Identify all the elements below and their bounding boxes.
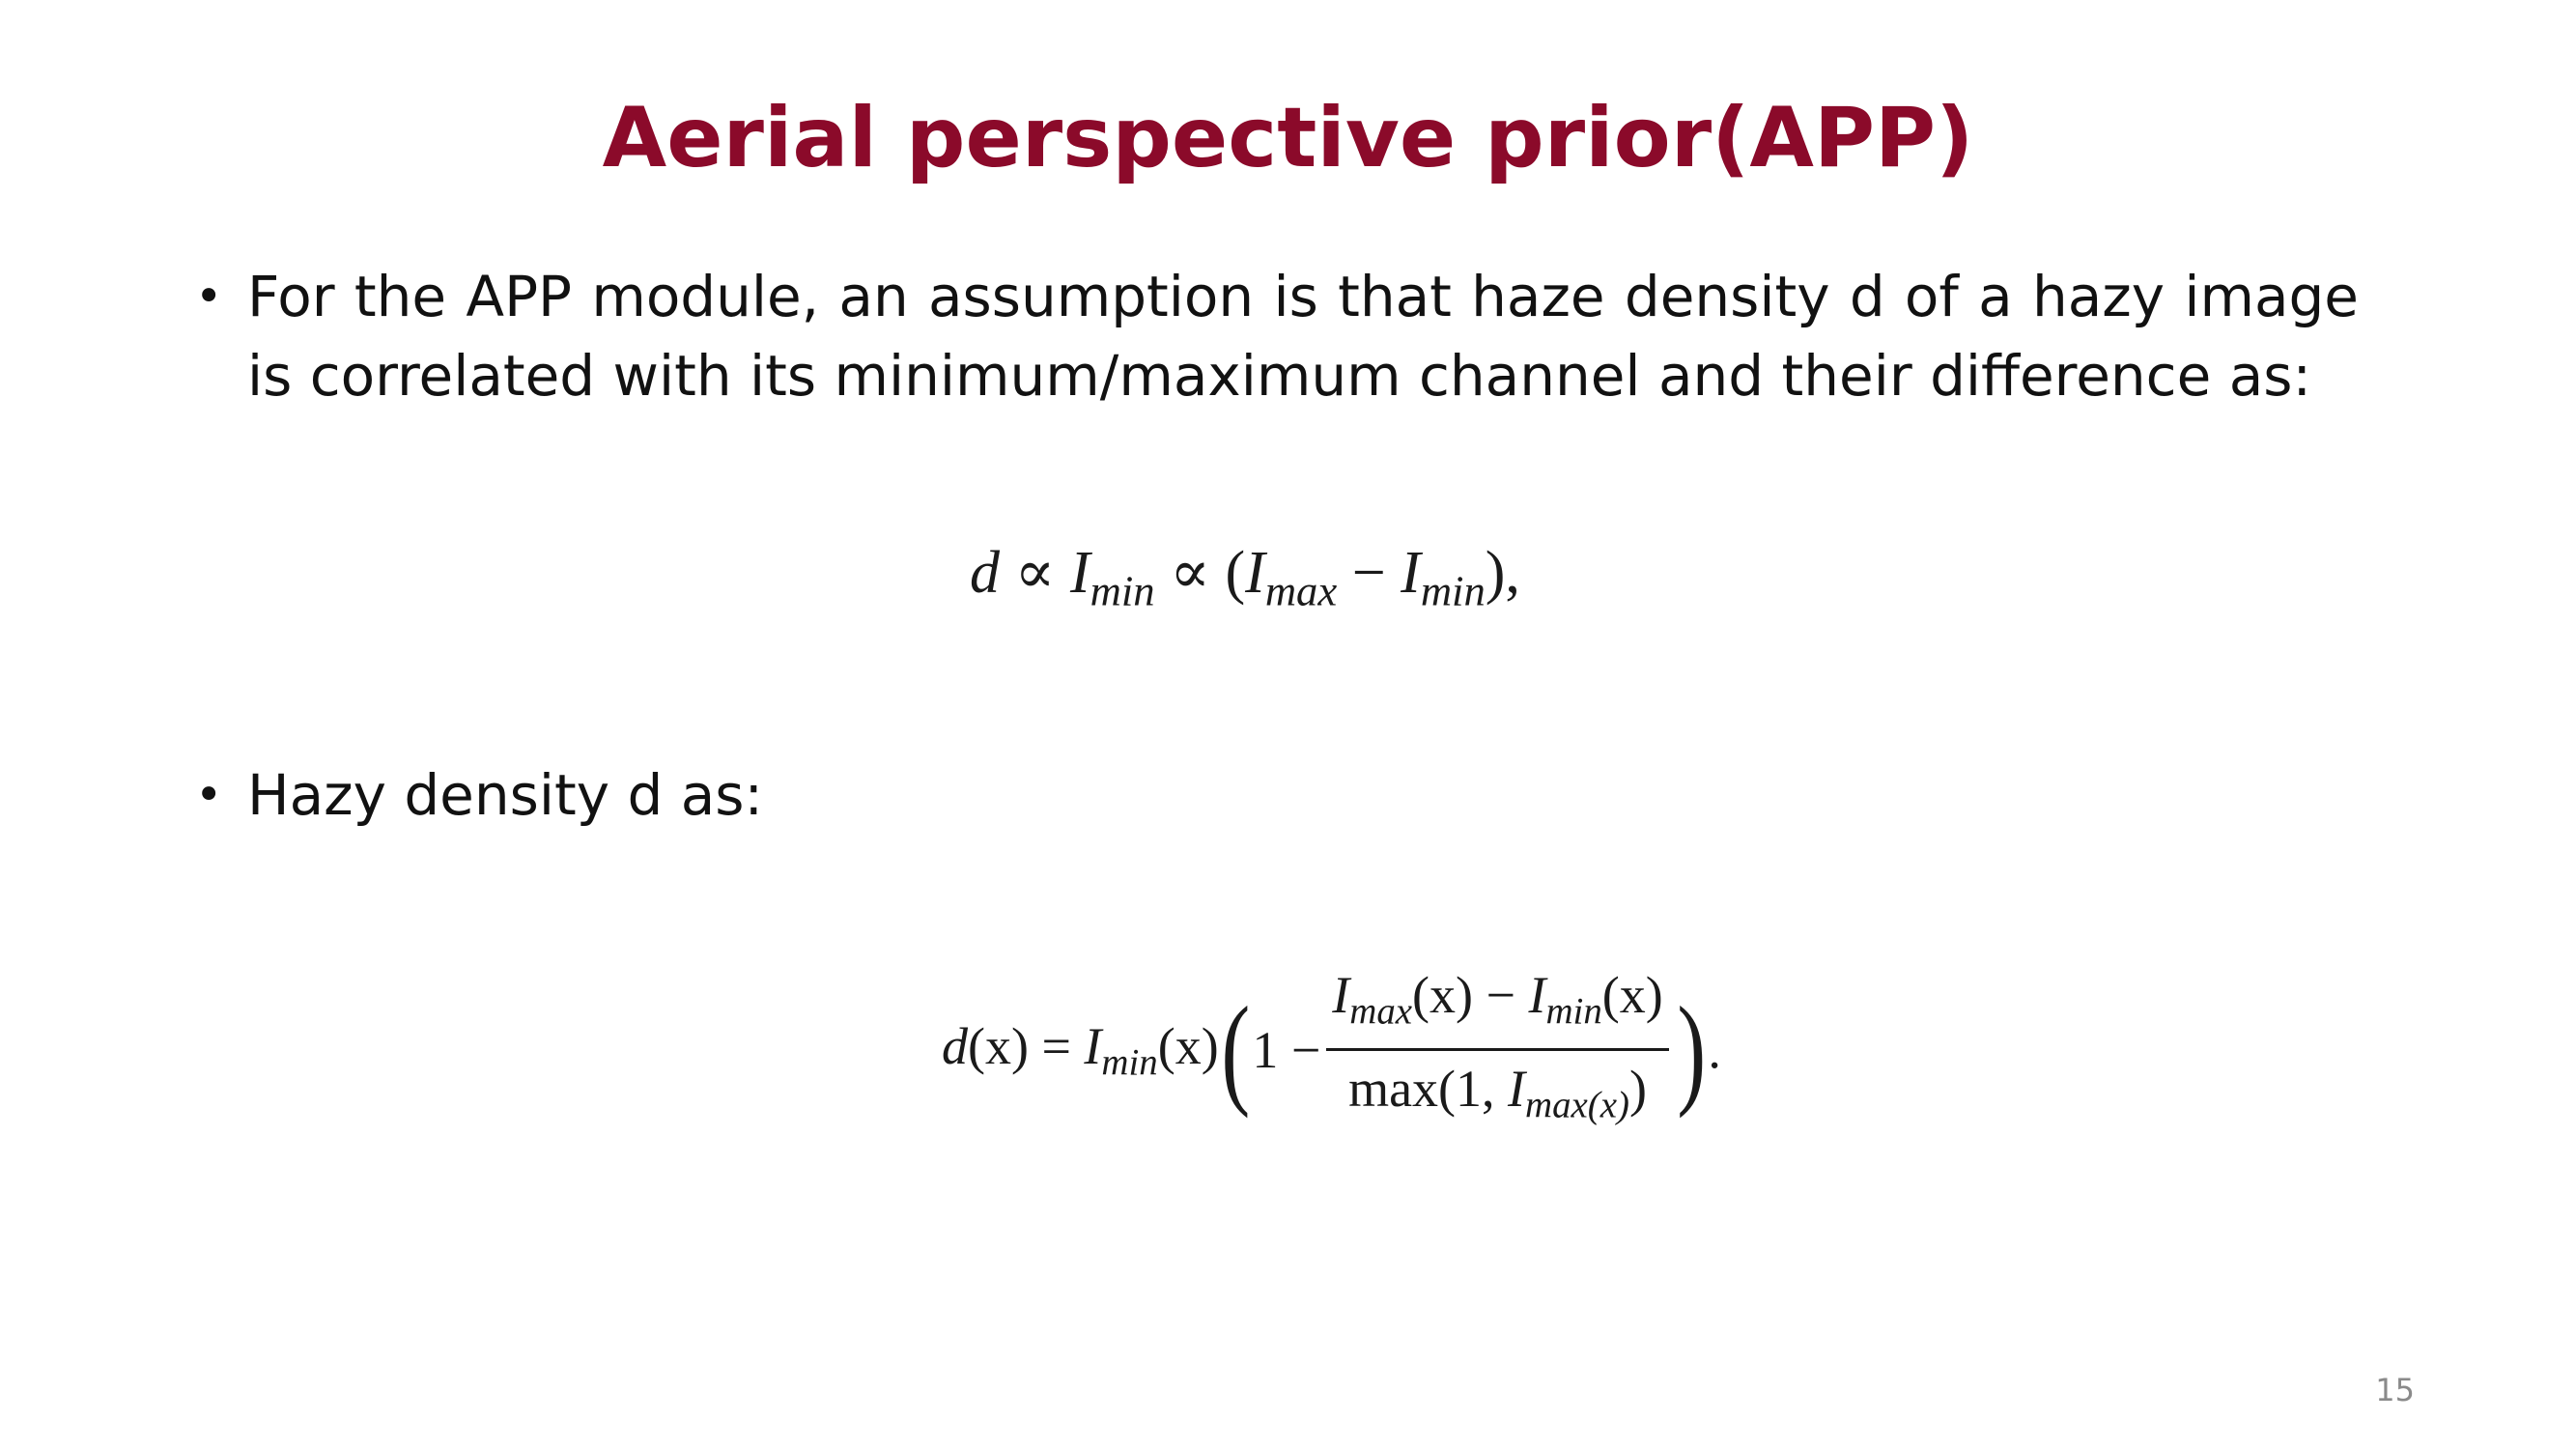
eq2-I: I xyxy=(1084,1016,1102,1075)
eq2-sub-min: min xyxy=(1101,1041,1158,1084)
bullet-marker: • xyxy=(195,270,223,324)
eq1-d: d xyxy=(970,540,1000,606)
bullet-item-2 xyxy=(195,755,2359,835)
eq1-minus: − xyxy=(1337,540,1401,606)
eq2-den-prefix: max(1, xyxy=(1348,1059,1509,1118)
eq2-num-sub-min: min xyxy=(1545,990,1602,1033)
eq1-prop1: ∝ xyxy=(1000,540,1070,606)
eq2-num-x2: (x) xyxy=(1601,965,1663,1024)
eq2-one-minus: 1 − xyxy=(1252,1021,1321,1079)
eq2-fraction xyxy=(1326,965,1668,1135)
eq2-left-paren: ( xyxy=(1221,981,1250,1119)
eq1-I1: I xyxy=(1069,540,1090,606)
equation-proportionality xyxy=(970,529,1520,634)
eq2-num-x1: (x) − xyxy=(1412,965,1529,1024)
eq2-numerator xyxy=(1326,965,1668,1048)
eq1-prop2: ∝ ( xyxy=(1154,540,1246,606)
bullet-text-1: For the APP module, an assumption is that haze density d of a hazy image is correlated with its minimum/maximum channel and their difference as: xyxy=(247,264,2359,409)
eq2-d: d xyxy=(942,1016,968,1075)
eq2-den-sub: max(x) xyxy=(1525,1084,1629,1126)
eq1-I2: I xyxy=(1245,540,1265,606)
slide-title: Aerial perspective prior(APP) xyxy=(602,90,1974,186)
bullet-text-2: Hazy density d as: xyxy=(247,762,764,828)
eq2-right-paren: ) xyxy=(1677,981,1706,1119)
eq2-lhs-x: (x) = xyxy=(968,1016,1085,1075)
eq2-lhs xyxy=(942,1016,1219,1085)
eq1-tail: ), xyxy=(1485,540,1520,606)
eq2-den-I: I xyxy=(1508,1059,1526,1118)
eq1-sub-min3: min xyxy=(1420,566,1486,615)
eq2-den-suffix: ) xyxy=(1628,1059,1647,1118)
eq1-sub-min1: min xyxy=(1090,566,1155,615)
eq1-I3: I xyxy=(1401,540,1421,606)
eq2-num-sub-max: max xyxy=(1349,990,1413,1033)
eq2-x1: (x) xyxy=(1157,1016,1219,1075)
eq1-sub-max2: max xyxy=(1264,566,1338,615)
equation-haze-density xyxy=(942,965,1721,1132)
eq2-num-I1: I xyxy=(1332,965,1350,1024)
bullet-marker: • xyxy=(195,768,223,822)
eq2-period: . xyxy=(1708,1021,1721,1079)
bullet-item-1 xyxy=(195,257,2359,415)
page-number: 15 xyxy=(2375,1372,2415,1408)
eq2-denominator xyxy=(1343,1051,1653,1136)
eq2-num-I2: I xyxy=(1528,965,1546,1024)
